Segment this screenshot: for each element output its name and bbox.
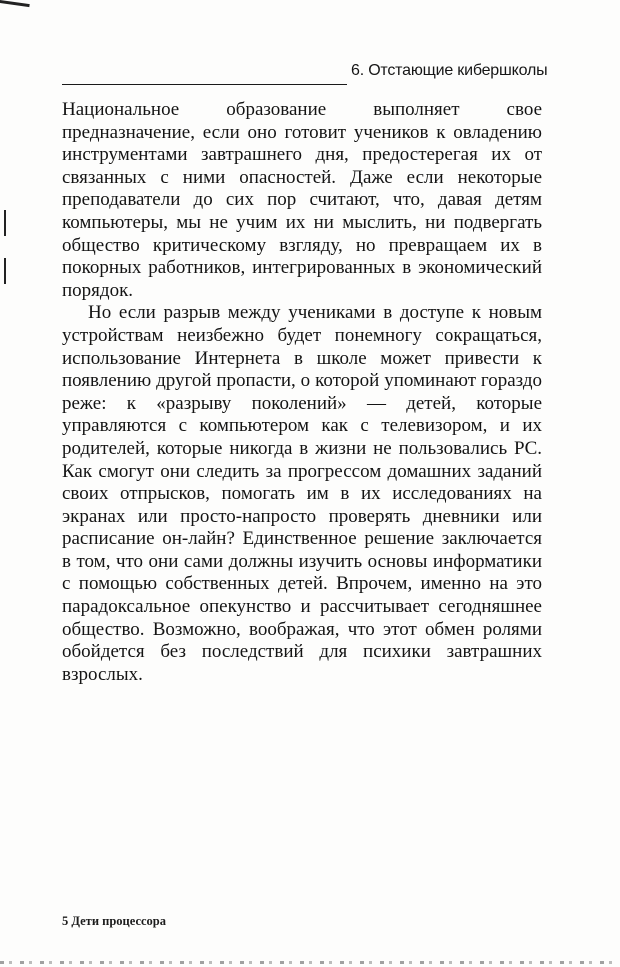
margin-mark [4, 258, 6, 284]
scan-edge [0, 961, 620, 964]
scan-corner-mark [0, 0, 30, 7]
paragraph: Национальное образование выполняет свое предназначение, если оно готовит учеников к овладению инструментами завтрашнего дня, предостерегая их от связанных с ними опасностей. Даже если некоторые преподаватели до сих пор считают, что, давая детям компьютеры, мы не учим их ни мыслить, ни подвергать общество критическому взгляду, но превращаем их в покорных работников, интегрированных в экономический порядок. [62, 99, 542, 301]
body-text [62, 99, 542, 686]
paragraph: Но если разрыв между учениками в доступе к новым устройствам неизбежно будет понемногу сокращаться, использование Интернета в школе может привести к появлению другой пропасти, о которой упоминают гораздо реже: к «разрыву поколений» — детей, которые управляются с компьютером как с телевизором, и их родителей, которые никогда в жизни не пользовались PC. Как смогут они следить за прогрессом домашних заданий своих отпрысков, помогать им в их исследованиях на экранах или просто-напросто проверять дневники или расписание он-лайн? Единственное решение заключается в том, что они сами должны изучить основы информатики с помощью собственных детей. Впрочем, именно на это парадоксальное опекунство и рассчитывает сегодняшнее общество. Возможно, воображая, что этот обмен ролями обойдется без последствий для психики завтрашних взрослых. [62, 302, 542, 685]
printer-signature: 5 Дети процессора [62, 914, 166, 928]
running-head: 6. Отстающие кибершколы [351, 62, 548, 79]
header-rule [62, 84, 347, 85]
margin-mark [4, 210, 6, 236]
